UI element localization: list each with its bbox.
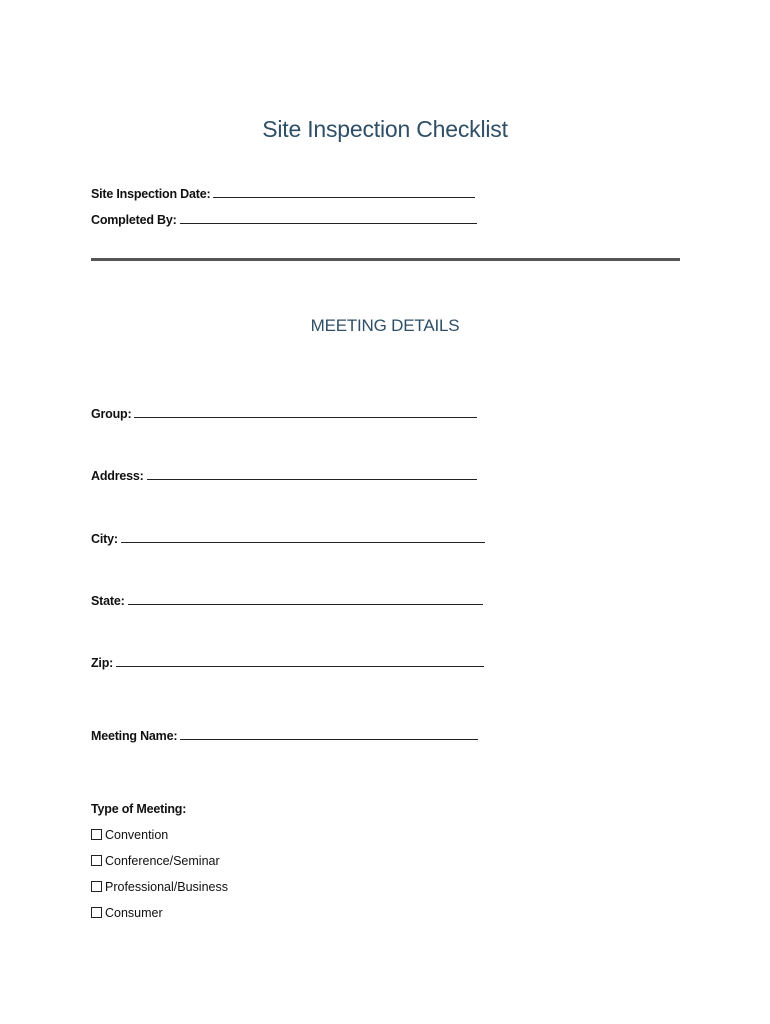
inspection-date-input-line[interactable]: [213, 186, 475, 198]
address-input-line[interactable]: [147, 468, 477, 480]
type-of-meeting-label: Type of Meeting:: [91, 802, 187, 816]
group-input-line[interactable]: [134, 406, 477, 418]
meeting-type-option-convention[interactable]: [91, 827, 168, 843]
address-label: Address:: [91, 469, 144, 483]
checkbox-icon[interactable]: [91, 829, 102, 840]
type-of-meeting-heading: [91, 801, 186, 817]
meeting-name-field[interactable]: [91, 728, 478, 744]
meeting-details-heading: MEETING DETAILS: [310, 316, 460, 335]
state-label: State:: [91, 594, 125, 608]
zip-field[interactable]: [91, 655, 484, 671]
checkbox-icon[interactable]: [91, 881, 102, 892]
section-divider: [91, 258, 680, 261]
inspection-date-label: Site Inspection Date:: [91, 187, 211, 201]
meeting-name-input-line[interactable]: [180, 728, 478, 740]
city-field[interactable]: [91, 531, 485, 547]
option-label: Convention: [105, 828, 169, 842]
state-input-line[interactable]: [128, 593, 483, 605]
option-label: Consumer: [105, 906, 163, 920]
state-field[interactable]: [91, 593, 483, 609]
completed-by-field[interactable]: [91, 212, 477, 228]
group-label: Group:: [91, 407, 132, 421]
meeting-type-option-conference-seminar[interactable]: [91, 853, 220, 869]
group-field[interactable]: [91, 406, 477, 422]
document-title: Site Inspection Checklist: [262, 116, 508, 142]
completed-by-input-line[interactable]: [180, 212, 477, 224]
option-label: Professional/Business: [105, 880, 228, 894]
meeting-name-label: Meeting Name:: [91, 729, 178, 743]
zip-label: Zip:: [91, 656, 114, 670]
address-field[interactable]: [91, 468, 477, 484]
city-input-line[interactable]: [121, 531, 485, 543]
checkbox-icon[interactable]: [91, 855, 102, 866]
zip-input-line[interactable]: [116, 655, 484, 667]
checkbox-icon[interactable]: [91, 907, 102, 918]
option-label: Conference/Seminar: [105, 854, 220, 868]
city-label: City:: [91, 532, 118, 546]
inspection-date-field[interactable]: [91, 186, 475, 202]
meeting-type-option-professional-business[interactable]: [91, 879, 228, 895]
completed-by-label: Completed By:: [91, 213, 177, 227]
meeting-type-option-consumer[interactable]: [91, 905, 163, 921]
